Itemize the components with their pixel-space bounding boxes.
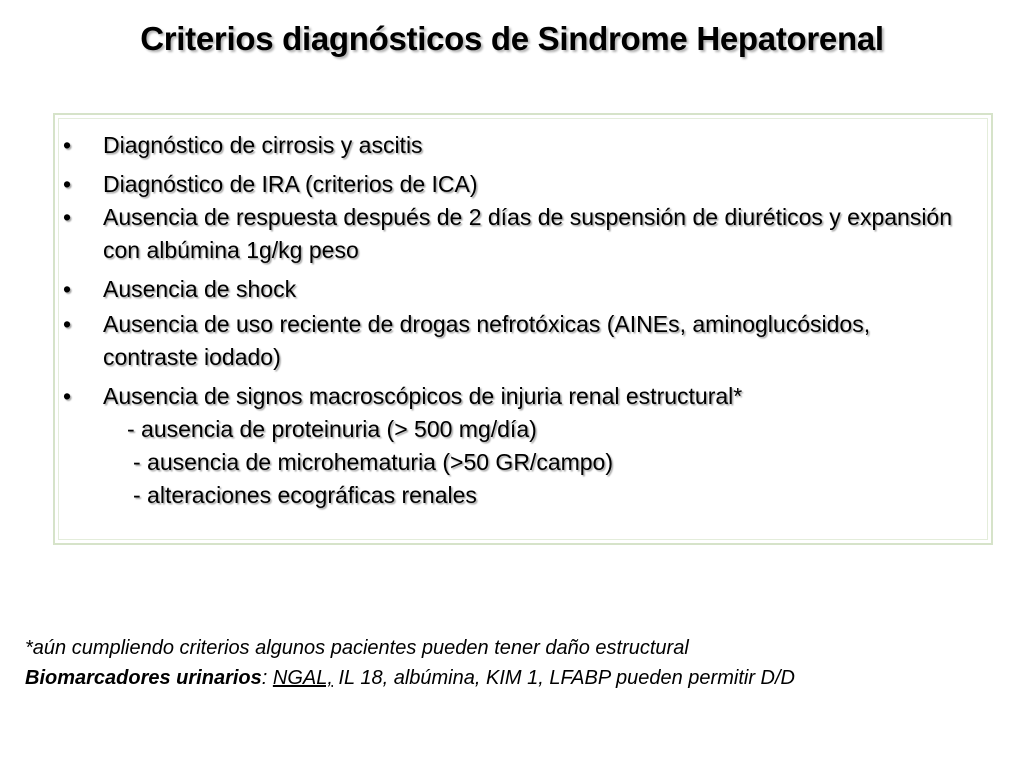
criteria-item	[63, 168, 963, 201]
criteria-text: Ausencia de signos macroscópicos de injuria renal estructural*	[103, 383, 743, 409]
criteria-text: Diagnóstico de IRA (criterios de ICA)	[103, 171, 478, 197]
criteria-box	[53, 113, 993, 545]
criteria-text: Ausencia de uso reciente de drogas nefrotóxicas (AINEs, aminoglucósidos, contraste iodado)	[103, 311, 871, 370]
criteria-item	[63, 308, 963, 374]
biomarkers-line	[25, 663, 1005, 693]
footnote-line: *aún cumpliendo criterios algunos pacientes pueden tener daño estructural	[25, 637, 689, 659]
criteria-item	[63, 380, 963, 512]
slide-title: Criterios diagnósticos de Sindrome Hepatorenal	[140, 20, 884, 57]
sub-criteria-item: - ausencia de proteinuria (> 500 mg/día)	[127, 416, 537, 442]
criteria-text: Diagnóstico de cirrosis y ascitis	[103, 132, 423, 158]
bullet-icon: •	[63, 171, 72, 197]
criteria-text: Ausencia de respuesta después de 2 días de suspensión de diuréticos y expansión con albúmina 1g/kg peso	[103, 204, 953, 263]
sub-criteria-item: - alteraciones ecográficas renales	[133, 482, 477, 508]
ngal-text: NGAL,	[272, 667, 333, 689]
bullet-icon: •	[63, 204, 72, 230]
bullet-icon: •	[63, 383, 72, 409]
bullet-icon: •	[63, 276, 72, 302]
biomarkers-colon: :	[261, 667, 273, 689]
bullet-icon: •	[63, 311, 72, 337]
criteria-list	[63, 129, 963, 512]
biomarkers-rest: IL 18, albúmina, KIM 1, LFABP pueden permitir D/D	[332, 667, 795, 689]
sub-criteria-item: - ausencia de microhematuria (>50 GR/campo)	[133, 449, 614, 475]
bullet-icon: •	[63, 132, 72, 158]
criteria-item	[63, 201, 963, 267]
criteria-text: Ausencia de shock	[103, 276, 297, 302]
criteria-item	[63, 273, 963, 306]
criteria-item	[63, 129, 963, 162]
footnote	[25, 633, 1005, 693]
biomarkers-label: Biomarcadores urinarios	[25, 667, 262, 689]
